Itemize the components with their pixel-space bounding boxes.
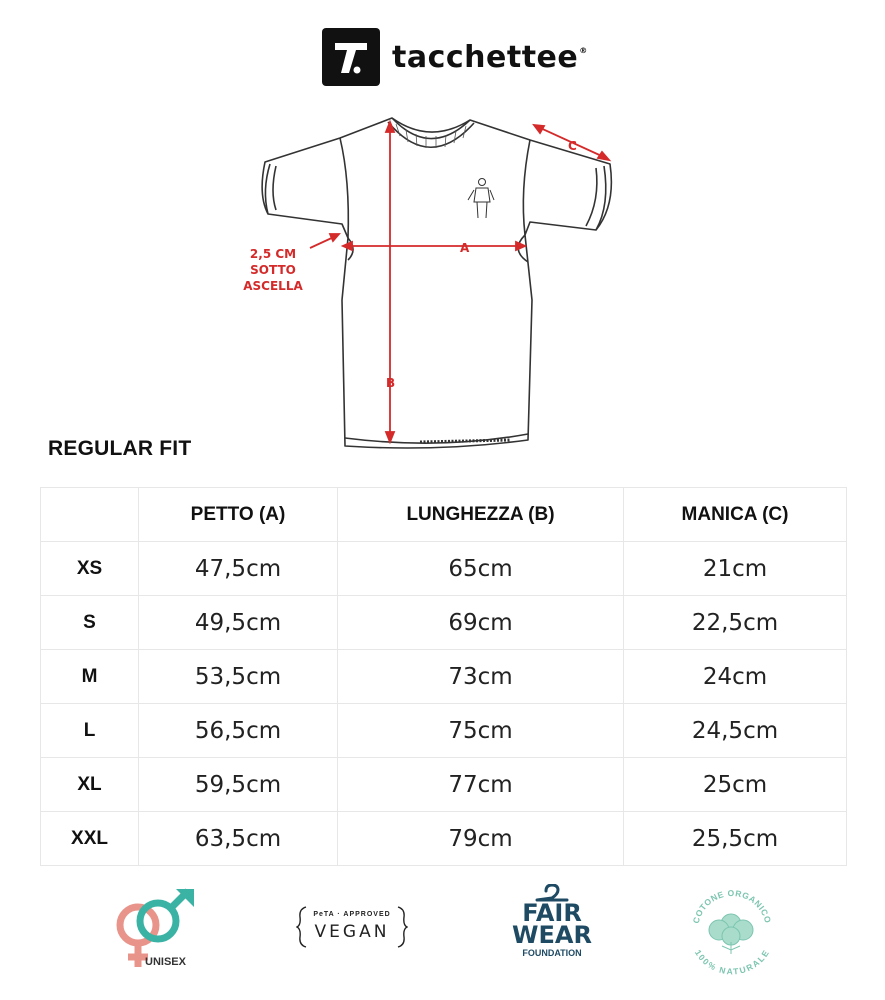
table-row <box>41 758 847 812</box>
header-sleeve: MANICA (C) <box>624 488 847 542</box>
size-label: S <box>41 596 139 650</box>
svg-text:100% NATURALE <box>693 948 771 975</box>
sleeve-value: 24,5cm <box>624 704 847 758</box>
length-value: 75cm <box>338 704 624 758</box>
fair-text: FAIR <box>522 899 582 927</box>
armpit-measure-note: 2,5 CM SOTTO ASCELLA <box>243 247 303 293</box>
table-row <box>41 596 847 650</box>
unisex-label: UNISEX <box>145 956 186 968</box>
header-length: LUNGHEZZA (B) <box>338 488 624 542</box>
measure-label-a: A <box>460 241 470 255</box>
table-row <box>41 542 847 596</box>
fit-title: REGULAR FIT <box>48 437 192 460</box>
logo-mark-icon <box>322 28 380 86</box>
peta-vegan-badge <box>296 905 408 949</box>
fair-wear-badge <box>512 884 592 976</box>
sleeve-value: 25cm <box>624 758 847 812</box>
brand-name: tacchettee® <box>392 39 588 75</box>
size-label: XXL <box>41 812 139 866</box>
length-value: 69cm <box>338 596 624 650</box>
length-value: 73cm <box>338 650 624 704</box>
chest-value: 59,5cm <box>139 758 338 812</box>
header-empty <box>41 488 139 542</box>
chest-value: 56,5cm <box>139 704 338 758</box>
cotton-flower-icon <box>709 914 753 954</box>
table-row <box>41 650 847 704</box>
foundation-text: FOUNDATION <box>522 948 582 958</box>
sleeve-value: 22,5cm <box>624 596 847 650</box>
cotton-bottom-text: 100% NATURALE <box>692 947 772 975</box>
chest-value: 53,5cm <box>139 650 338 704</box>
table-header-row <box>41 488 847 542</box>
brand-logo <box>322 27 588 87</box>
length-value: 65cm <box>338 542 624 596</box>
cotton-top-text: COTONE ORGANICO <box>690 887 774 925</box>
chest-value: 63,5cm <box>139 812 338 866</box>
table-row <box>41 704 847 758</box>
chest-value: 47,5cm <box>139 542 338 596</box>
size-table <box>40 487 847 866</box>
length-value: 79cm <box>338 812 624 866</box>
wear-text: WEAR <box>512 921 592 949</box>
peta-approved-text: PeTA · APPROVED <box>313 911 391 918</box>
sleeve-value: 25,5cm <box>624 812 847 866</box>
chest-value: 49,5cm <box>139 596 338 650</box>
size-label: L <box>41 704 139 758</box>
measure-label-c: C <box>568 139 577 153</box>
table-row <box>41 812 847 866</box>
header-chest: PETTO (A) <box>139 488 338 542</box>
size-label: XS <box>41 542 139 596</box>
vegan-text: VEGAN <box>314 922 390 942</box>
organic-cotton-badge <box>684 880 779 975</box>
length-value: 77cm <box>338 758 624 812</box>
sleeve-value: 21cm <box>624 542 847 596</box>
sleeve-value: 24cm <box>624 650 847 704</box>
size-label: M <box>41 650 139 704</box>
size-label: XL <box>41 758 139 812</box>
measure-label-b: B <box>386 376 396 390</box>
